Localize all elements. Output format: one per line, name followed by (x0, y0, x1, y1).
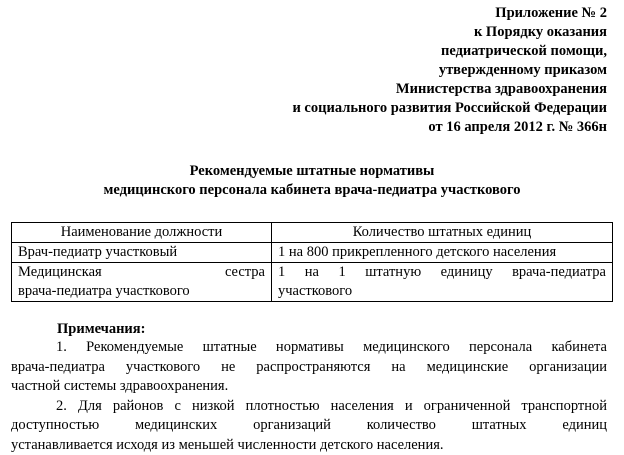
header-count: Количество штатных единиц (272, 223, 613, 243)
table-row (12, 263, 613, 302)
appendix-approved: утвержденному приказом (292, 61, 607, 80)
cell-count-line-1: 1 на 1 штатную единицу врача-педиатра (278, 263, 606, 282)
cell-count: 1 на 800 прикрепленного детского населения (272, 243, 613, 263)
cell-count-line-2: участкового (278, 282, 606, 301)
staffing-table (11, 222, 613, 302)
cell-position-line-1: Медицинская сестра (18, 263, 265, 282)
header-position: Наименование должности (12, 223, 272, 243)
document-title (0, 162, 624, 200)
notes-title: Примечания: (57, 320, 145, 339)
note-1-line-2: врача-педиатра участкового не распространяются на медицинские организации (11, 358, 607, 378)
note-1-line-1: 1. Рекомендуемые штатные нормативы медицинского персонала кабинета (11, 338, 607, 358)
appendix-number: Приложение № 2 (292, 4, 607, 23)
title-line-2: медицинского персонала кабинета врача-педиатра участкового (0, 181, 624, 200)
cell-position (12, 263, 272, 302)
appendix-date: от 16 апреля 2012 г. № 366н (292, 118, 607, 137)
appendix-header (292, 4, 607, 137)
cell-count (272, 263, 613, 302)
note-1-line-3: частной системы здравоохранения. (11, 377, 607, 397)
note-2-line-2: доступностью медицинских организаций количество штатных единиц (11, 416, 607, 436)
appendix-care-type: педиатрической помощи, (292, 42, 607, 61)
appendix-ministry: Министерства здравоохранения (292, 80, 607, 99)
appendix-order-ref: к Порядку оказания (292, 23, 607, 42)
table-row (12, 243, 613, 263)
appendix-ministry-2: и социального развития Российской Федерации (292, 99, 607, 118)
cell-position-line-2: врача-педиатра участкового (18, 282, 265, 301)
cell-position: Врач-педиатр участковый (12, 243, 272, 263)
table-header-row (12, 223, 613, 243)
title-line-1: Рекомендуемые штатные нормативы (0, 162, 624, 181)
notes-body (11, 338, 607, 455)
note-2-line-3: устанавливается исходя из меньшей численности детского населения. (11, 436, 607, 455)
note-2-line-1: 2. Для районов с низкой плотностью населения и ограниченной транспортной (11, 397, 607, 417)
